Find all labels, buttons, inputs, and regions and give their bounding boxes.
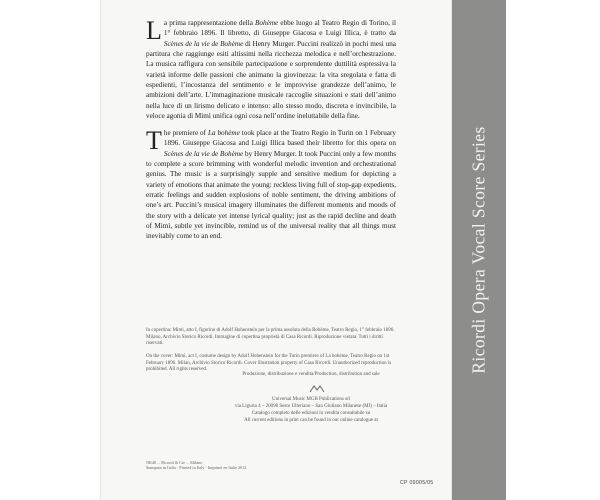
catalogue-note-italian: Catalogo completo delle edizioni in vendita consultabile su bbox=[251, 411, 371, 416]
catalogue-note-english: All current editions in print can be found in our online catalogue at bbox=[244, 418, 378, 423]
drop-cap: T bbox=[146, 126, 162, 155]
series-title: Ricordi Opera Vocal Score Series bbox=[468, 126, 489, 374]
publisher-name: Universal Music MGB Publications srl bbox=[271, 397, 351, 402]
publisher-info-heading: Produzione, distribuzione e vendita/Production, distribution and sale bbox=[242, 372, 380, 377]
italian-paragraph: La prima rappresentazione della Bohème ebbe luogo al Teatro Regio di Torino, il 1° febbraio 1896. Il libretto, di Giuseppe Giacosa e Luigi Illica, è tratto da Scènes de la vie de Bohème di Henry Murger. Puccini realizzò in pochi mesi una partitura che raggiunge esiti altissimi nella ricchezza melodica e nell’orchestrazione. La musica raffigura con sensibile partecipazione e sorprendente duttilità espressiva la varietà informe delle passioni che animano la giovinezza: la vita sregolata e fatta di espedienti, l’incostanza del sentimento e le improvvise grandezze dell’animo, le ambizioni dell’arte. L’immaginazione musicale raccoglie situazioni e stati dell’animo nella luce di un lirismo delicato e intenso: allo stesso modo, discreta e invincibile, la veloce agonia di Mimì unifica ogni cosa nell’ordine ineluttabile della fine. bbox=[146, 16, 396, 121]
publisher-logo bbox=[309, 384, 325, 394]
cover-credit-english: On the cover: Mimì, act I, costume design by Adolf Hohenstein for the Turin premiere of La bohème, Teatro Regio on 1st February 1896. Milan, Archivio Storico Ricordi. Cover illustration property of Casa Ricordi. Unauthorized reproduction is prohibited. All rights reserved. bbox=[146, 354, 392, 373]
catalog-number: CP 09005/05 bbox=[400, 480, 434, 486]
cover-credit-italian: In copertina: Mimì, atto I, figurino di Adolf Hohenstein per la prima assoluta della Bohème, Teatro Regio, 1° febbraio 1896. Milano, Archivio Storico Ricordi. Immagine di copertina proprietà di Casa Ricordi. Riproduzione vietata. Tutti i diritti riservati. bbox=[146, 328, 395, 347]
print-info: NR40 ... Ricordi & Cie ... Milano Stampato in Italia · Printed in Italy · Imprimé en Italie 2012 bbox=[146, 460, 247, 471]
english-paragraph: The premiere of La bohème took place at the Teatro Regio in Turin on 1 February 1896. Giuseppe Giacosa and Luigi Illica based their libretto for this opera on Scènes de la vie de Bohème by Henry Murger. It took Puccini only a few months to complete a score brimming with wonderful melodic invention and orchestrational genius. The music is a surprisingly supple and sensitive medium for depicting a variety of emotions that animate the young: reckless living full of stop-gap expedients, erratic feelings and sudden explosions of noble sentiment, the driving ambitions of one’s art. Puccini’s musical imagery illuminates the different moments and moods of the story with a delicate yet intense lyrical quality; just as the rapid decline and death of Mimì, subtle yet invincible, remind us of the universal reality that all things must inevitably come to an end. bbox=[146, 126, 396, 241]
publisher-address: via Liguria 4 – 20098 Sesto Ulteriano – San Giuliano Milanese (MI) – Italia bbox=[234, 404, 388, 409]
book-spine bbox=[452, 0, 506, 500]
drop-cap: L bbox=[146, 16, 162, 45]
